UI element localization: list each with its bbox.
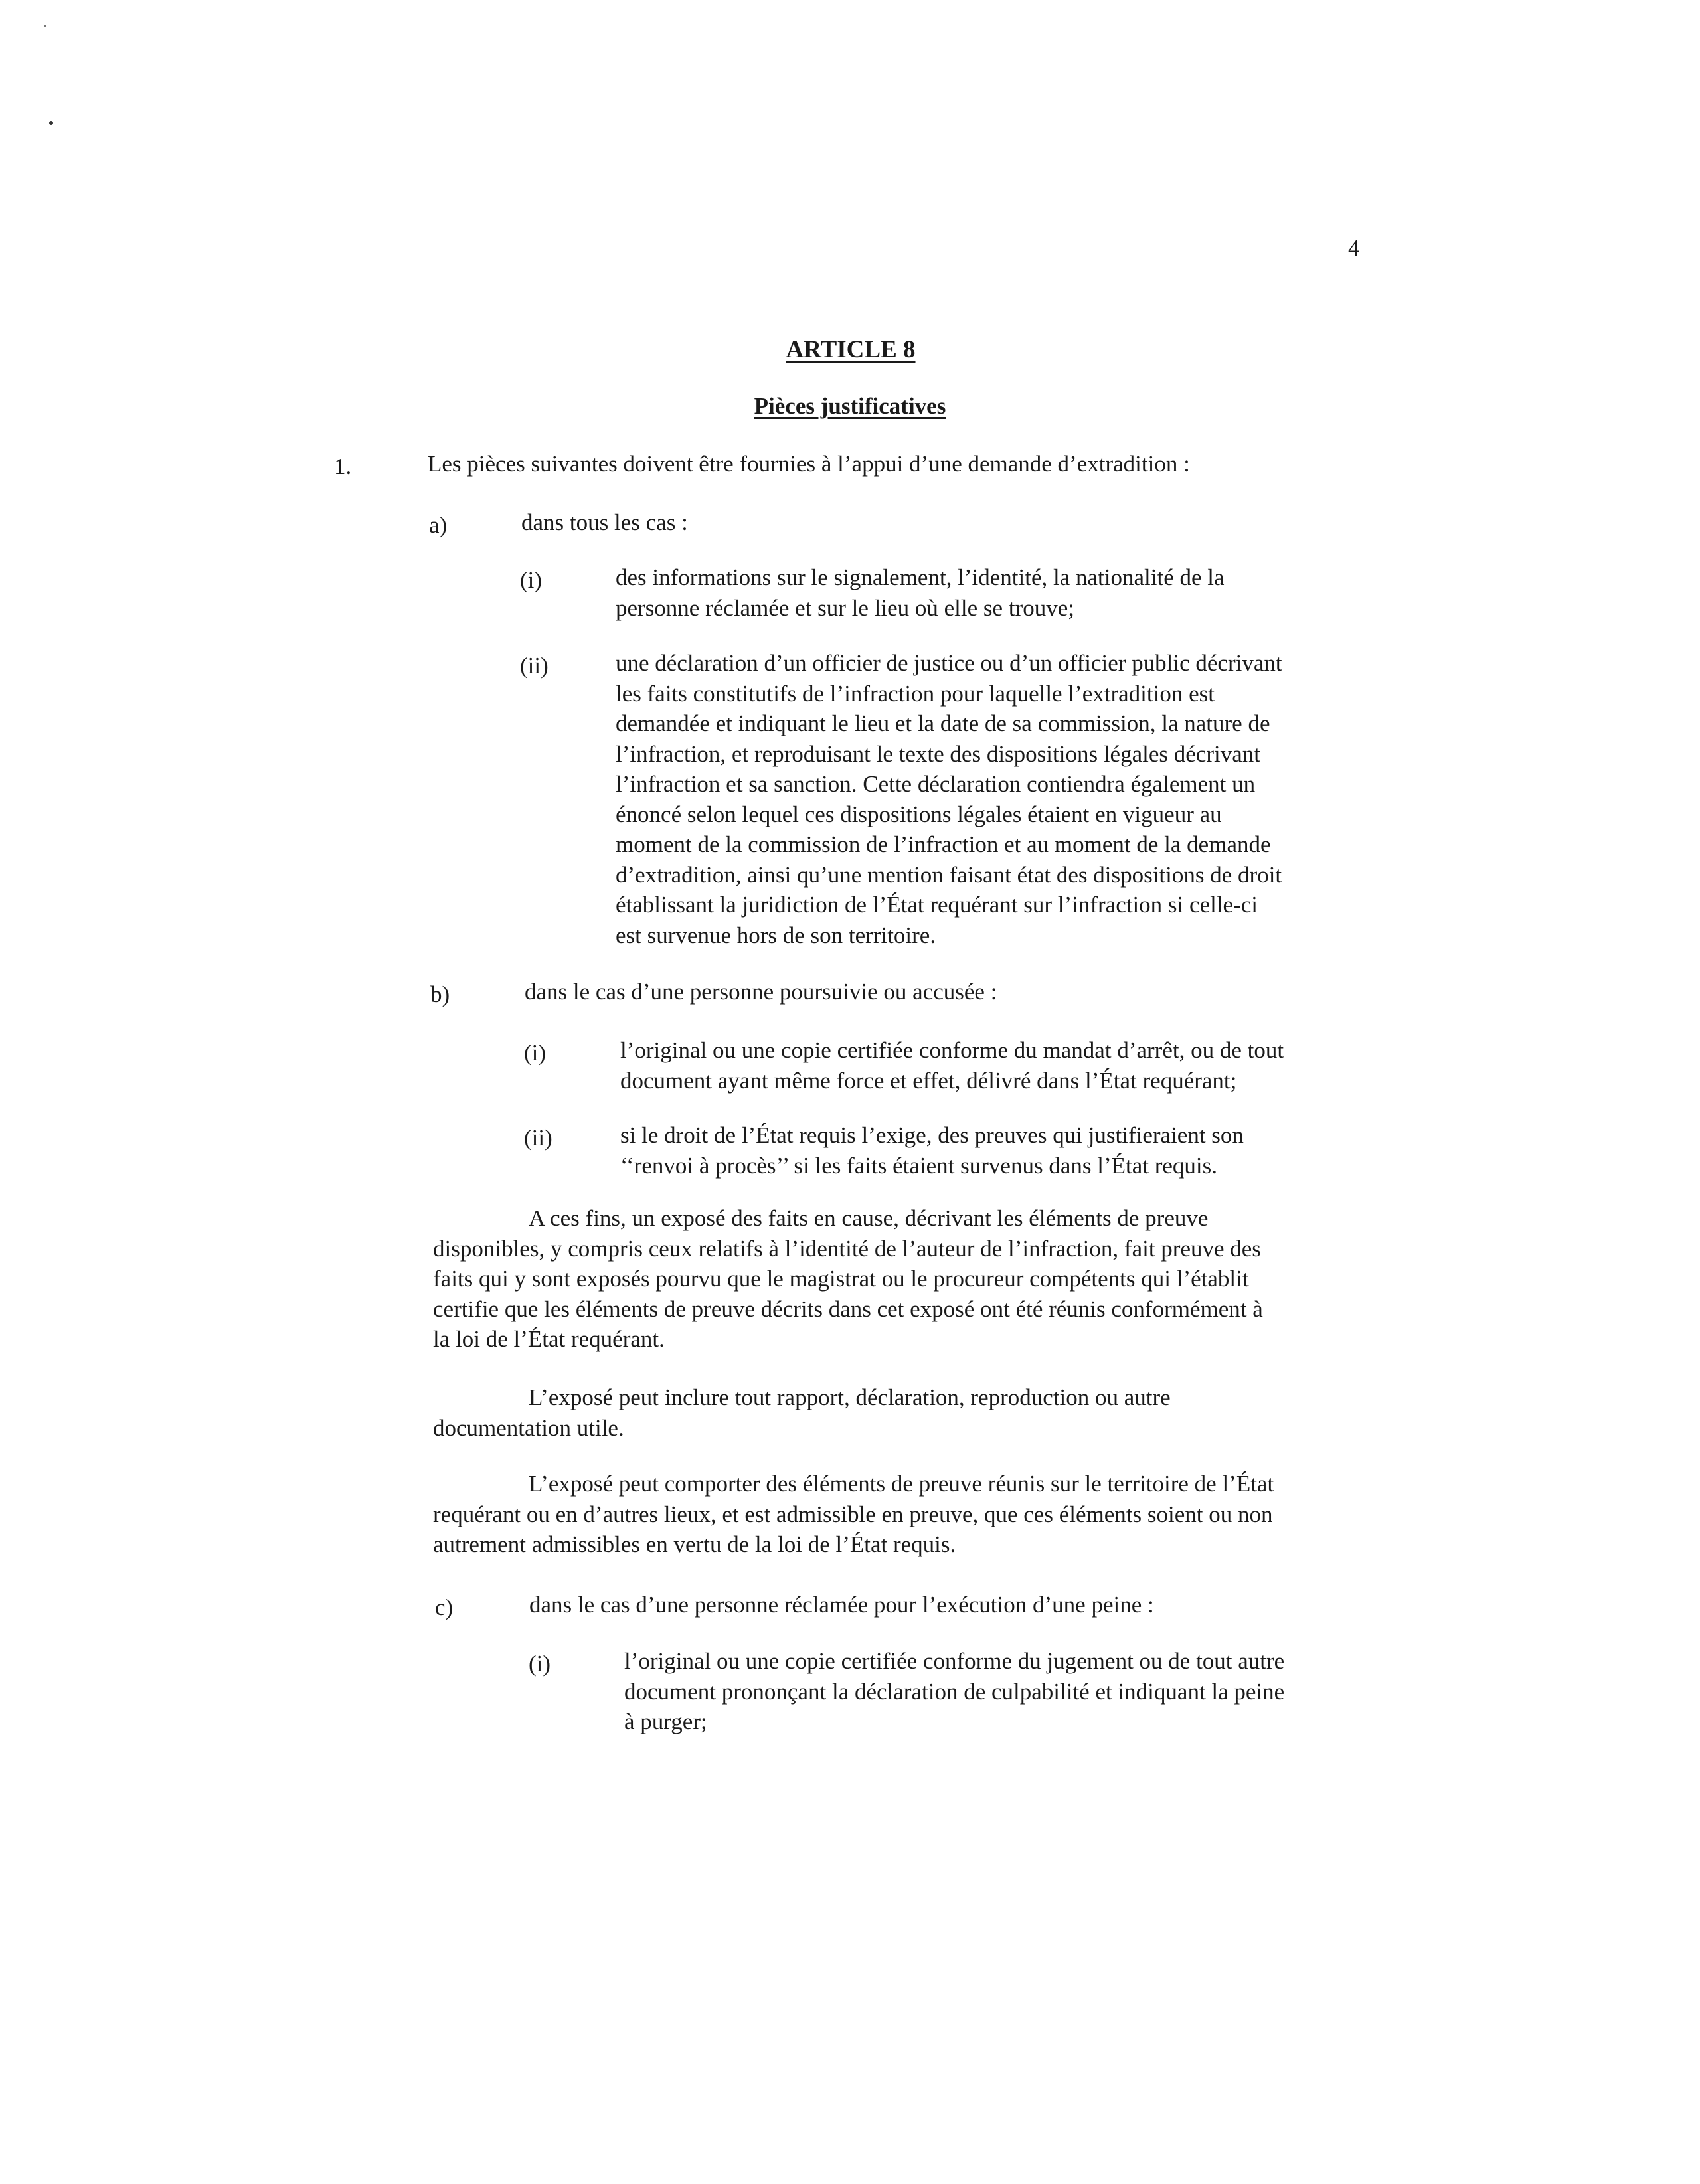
item-b-marker: b) xyxy=(430,981,450,1007)
text-line: demandée et indiquant le lieu et la date de sa commission, la nature de xyxy=(616,711,1270,736)
text-line: certifie que les éléments de preuve décrits dans cet exposé ont été réunis conformément à xyxy=(433,1296,1263,1322)
text-line: l’original ou une copie certifiée conforme du jugement ou de tout autre xyxy=(624,1648,1285,1674)
item-a-sub-ii-text xyxy=(616,648,1282,950)
text-line: les faits constitutifs de l’infraction pour laquelle l’extradition est xyxy=(616,680,1215,707)
item-a-text: dans tous les cas : xyxy=(521,509,688,535)
paragraph-a xyxy=(433,1203,1263,1355)
text-line: document ayant même force et effet, délivré dans l’État requérant; xyxy=(620,1067,1237,1094)
item-c-marker: c) xyxy=(435,1594,454,1620)
item-b-sub-ii-text xyxy=(620,1120,1244,1181)
text-line: moment de la commission de l’infraction et au moment de la demande xyxy=(616,831,1271,857)
text-line: documentation utile. xyxy=(433,1414,624,1441)
article-title: ARTICLE 8 xyxy=(786,336,916,363)
text-line: est survenue hors de son territoire. xyxy=(616,922,936,948)
item-b-sub-i-marker: (i) xyxy=(524,1040,547,1066)
item-a-sub-ii-marker: (ii) xyxy=(520,653,549,679)
page-number: 4 xyxy=(1348,235,1360,261)
text-line: une déclaration d’un officier de justice ou d’un officier public décrivant xyxy=(616,650,1282,676)
text-line: requérant ou en d’autres lieux, et est admissible en preuve, que ces éléments soient ou non xyxy=(433,1501,1273,1527)
scan-speck xyxy=(49,121,53,125)
scan-speck xyxy=(44,25,46,27)
text-line: établissant la juridiction de l’État requérant sur l’infraction si celle-ci xyxy=(616,892,1258,918)
text-line: ‘‘renvoi à procès’’ si les faits étaient survenus dans l’État requis. xyxy=(620,1152,1217,1179)
text-line: l’infraction, et reproduisant le texte des dispositions légales décrivant xyxy=(616,740,1260,767)
text-line: disponibles, y compris ceux relatifs à l’identité de l’auteur de l’infraction, fait preuve des xyxy=(433,1235,1261,1262)
text-line: autrement admissibles en vertu de la loi de l’État requis. xyxy=(433,1531,956,1557)
item-b-sub-ii-marker: (ii) xyxy=(524,1125,552,1151)
text-line: la loi de l’État requérant. xyxy=(433,1326,665,1352)
text-line: d’extradition, ainsi qu’une mention faisant état des dispositions de droit xyxy=(616,861,1282,888)
item-c-text: dans le cas d’une personne réclamée pour l’exécution d’une peine : xyxy=(529,1592,1154,1618)
item-b-text: dans le cas d’une personne poursuivie ou accusée : xyxy=(525,979,997,1005)
text-line: à purger; xyxy=(624,1709,707,1734)
text-line: énoncé selon lequel ces dispositions légales étaient en vigueur au xyxy=(616,801,1222,827)
item-c-sub-i-text xyxy=(624,1646,1284,1737)
paragraph-c xyxy=(433,1469,1274,1560)
text-line: l’original ou une copie certifiée conforme du mandat d’arrêt, ou de tout xyxy=(620,1037,1284,1063)
text-line: A ces fins, un exposé des faits en cause, décrivant les éléments de preuve xyxy=(529,1205,1209,1231)
para-1-text: Les pièces suivantes doivent être fournies à l’appui d’une demande d’extradition : xyxy=(428,451,1190,477)
item-c-sub-i-marker: (i) xyxy=(529,1651,551,1677)
text-line: L’exposé peut comporter des éléments de preuve réunis sur le territoire de l’État xyxy=(529,1471,1274,1497)
paragraph-b xyxy=(433,1383,1171,1443)
item-a-sub-i-text xyxy=(616,562,1225,623)
item-a-sub-i-marker: (i) xyxy=(520,567,543,593)
item-b-sub-i-text xyxy=(620,1035,1284,1096)
text-line: personne réclamée et sur le lieu où elle se trouve; xyxy=(616,594,1074,621)
item-a-marker: a) xyxy=(429,512,448,538)
section-title: Pièces justificatives xyxy=(754,393,946,419)
text-line: L’exposé peut inclure tout rapport, déclaration, reproduction ou autre xyxy=(529,1385,1171,1410)
text-line: l’infraction et sa sanction. Cette déclaration contiendra également un xyxy=(616,771,1256,797)
text-line: si le droit de l’État requis l’exige, des preuves qui justifieraient son xyxy=(620,1122,1244,1148)
text-line: des informations sur le signalement, l’identité, la nationalité de la xyxy=(616,564,1225,590)
text-line: document prononçant la déclaration de culpabilité et indiquant la peine xyxy=(624,1678,1285,1705)
para-1-marker: 1. xyxy=(334,454,352,479)
text-line: faits qui y sont exposés pourvu que le magistrat ou le procureur compétents qui l’établit xyxy=(433,1266,1249,1292)
